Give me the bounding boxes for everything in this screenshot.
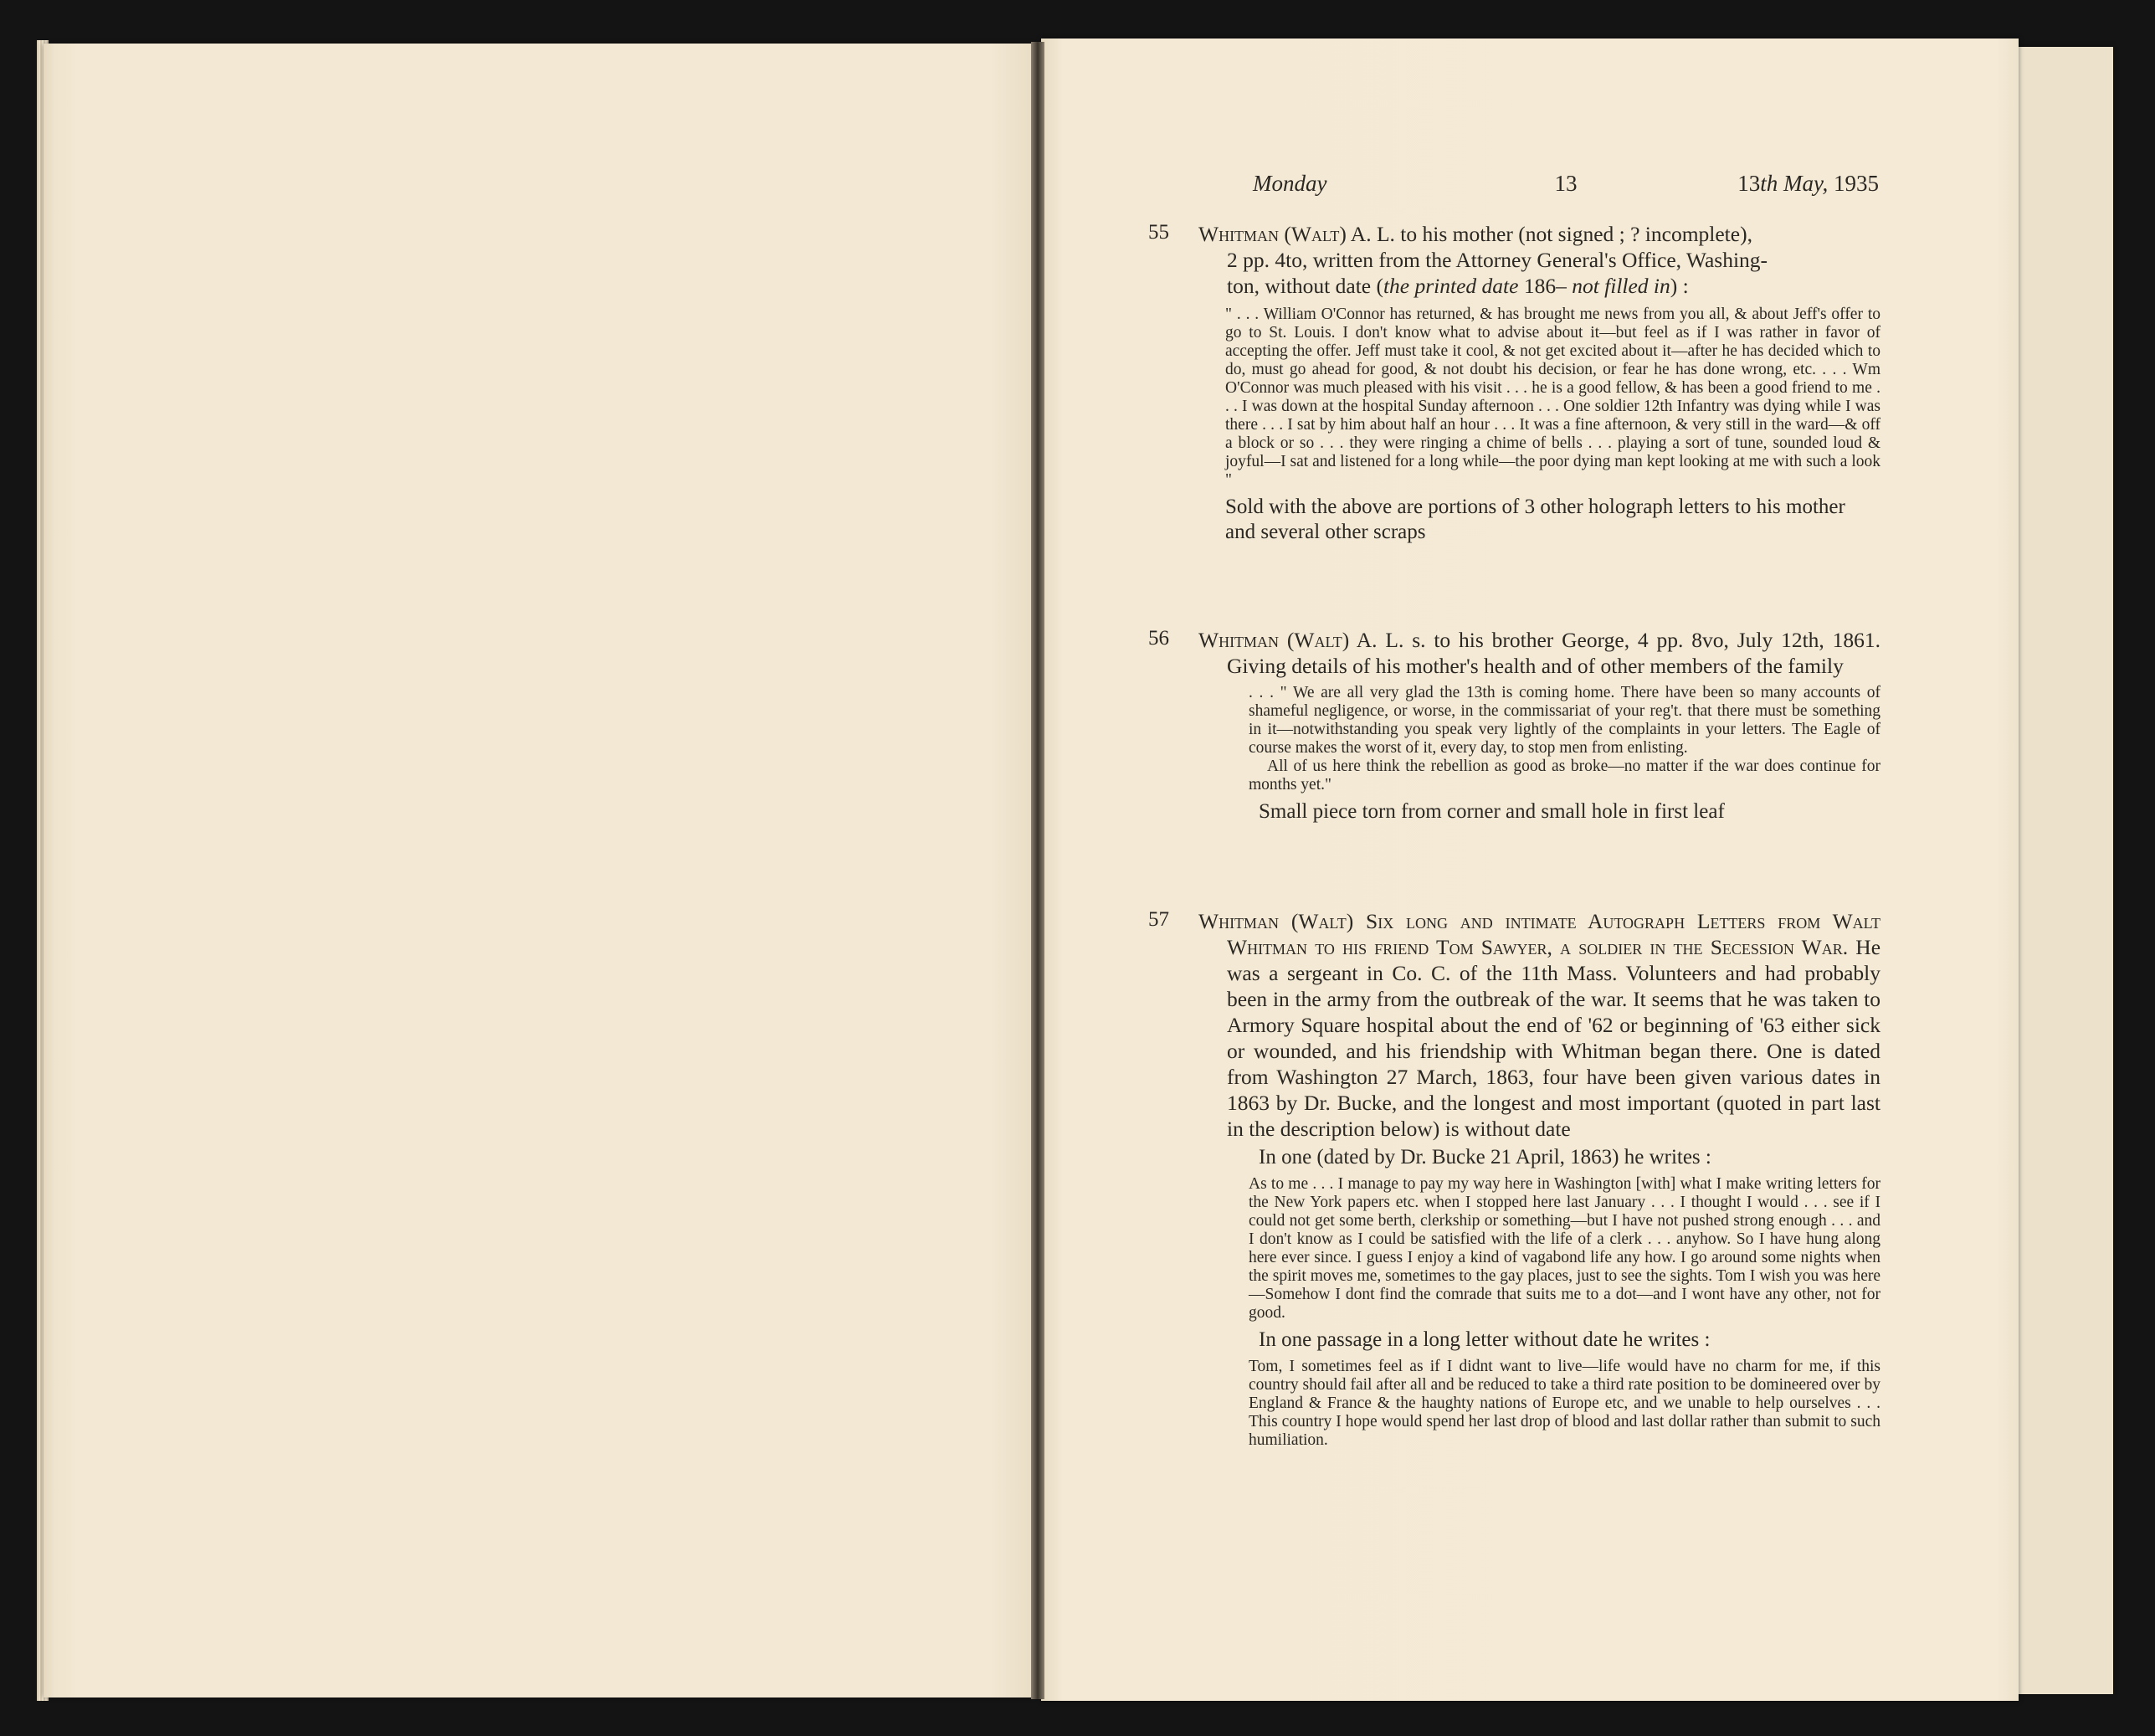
heading-italic: the printed date (1383, 274, 1519, 298)
lot-author: Whitman (Walt) (1198, 222, 1347, 246)
lot-quote: As to me . . . I manage to pay my way here in Washington [with] what I make writing letters for the New York papers etc. when I stopped here last January . . . I thought I would . . . see if I could not get some berth, clerkship or something—but I have not pushed strong enough . . . and I don't know as I could be satisfied with the life of a clerk . . . anyhow. So I have hung along here ever since. I guess I enjoy a kind of vagabond life any how. I go around some nights when the spirit moves me, sometimes to the gay places, just to see the sights. Tom I wish you was here—Somehow I dont find the comrade that suits me to a dot—and I wont have any other, not for good. (1249, 1175, 1880, 1322)
lot-note: Small piece torn from corner and small hole in first leaf (1259, 800, 1725, 823)
lot-intro: In one (dated by Dr. Bucke 21 April, 1863) he writes : (1259, 1146, 1711, 1168)
lot-heading (1198, 908, 1880, 1142)
lot-number: 55 (1148, 221, 1169, 244)
book-gutter (1031, 42, 1044, 1699)
lot-quote: " . . . William O'Connor has returned, & has brought me news from you all, & about Jeff's offer to go to St. Louis. I don't know what to advise about it—but feel as if I was rather in favor of accepting the offer. Jeff must take it cool, & not get excited about it—after he has decided which to do, must go ahead for good, & not doubt his decision, or fear he has done wrong, etc. . . . Wm O'Connor was much pleased with his visit . . . he is a good fellow, & has been a good friend to me . . . I was down at the hospital Sunday afternoon . . . One soldier 12th Infantry was dying while I was there . . . I sat by him about half an hour . . . It was a fine afternoon, & very still in the ward—& off a block or so . . . they were ringing a chime of bells . . . playing a sort of tune, sounded loud & joyful—I sat and listened for a long while—the poor dying man kept looking at me with such a look " (1225, 306, 1880, 489)
lot-heading-text: A. L. s. to his brother George, 4 pp. 8vo, July 12th, 1861. Giving details of his mother's health and of other members of the family (1227, 628, 1880, 678)
lot-heading (1198, 221, 1880, 299)
lot-57 (1148, 908, 1880, 1450)
lot-quote: Tom, I sometimes feel as if I didnt want to live—life would have no charm for me, if this country should fail after all and be reduced to take a third rate position to be domineered over by England & France & the haughty nations of Europe etc, and we unable to help ourselves . . . This country I hope would spend her last drop of blood and last dollar rather than submit to such humiliation. (1249, 1358, 1880, 1449)
lot-author: Whitman (Walt) (1198, 909, 1354, 933)
lot-intro: In one passage in a long letter without date he writes : (1259, 1328, 1711, 1351)
date-day: 13 (1737, 171, 1761, 196)
lot-heading-caps: Six long and intimate Autograph Letters from Walt Whitman to his friend Tom Sawyer, a soldier in the Secession War. (1227, 909, 1880, 959)
running-head (1253, 171, 1879, 204)
lot-author: Whitman (Walt) (1198, 628, 1350, 652)
lot-55 (1148, 221, 1880, 545)
heading-part: ton, without date ( (1227, 274, 1383, 298)
lot-56 (1148, 627, 1880, 824)
page-number: 13 (1554, 171, 1578, 196)
lot-quote-continued: All of us here think the rebellion as good as broke—no matter if the war does continue for months yet." (1249, 758, 1880, 794)
date-year: 1935 (1834, 171, 1879, 196)
lot-quote: . . . " We are all very glad the 13th is coming home. There have been so many accounts of shameful negligence, or worse, in the commissariat of your reg't. that there must be something in it—notwithstanding you speak very lightly of the complaints in your letters. The Eagle of course makes the worst of it, every day, to stop men from enlisting. (1249, 684, 1880, 757)
lot-heading-line1: A. L. to his mother (not signed ; ? incomplete), (1350, 222, 1752, 246)
date-month: th May, (1760, 171, 1829, 196)
lot-heading (1198, 627, 1880, 679)
heading-part: ) : (1670, 274, 1689, 298)
left-page-blank (44, 44, 1034, 1697)
lot-heading-line3 (1198, 273, 1880, 299)
lot-heading-text: He was a sergeant in Co. C. of the 11th Mass. Volunteers and had probably been in the army from the outbreak of the war. It seems that he was taken to Armory Square hospital about the end of '62 or beginning of '63 either sick or wounded, and his friendship with Whitman began there. One is dated from Washington 27 March, 1863, four have been given various dates in 1863 by Dr. Bucke, and the longest and most important (quoted in part last in the description below) is without date (1227, 935, 1881, 1141)
heading-part: 186– (1518, 274, 1573, 298)
lot-number: 56 (1148, 627, 1169, 650)
running-head-date (1737, 171, 1879, 197)
running-head-day: Monday (1253, 171, 1327, 196)
heading-italic: not filled in (1572, 274, 1670, 298)
lot-note: Sold with the above are portions of 3 other holograph letters to his mother and several other scraps (1225, 496, 1845, 543)
lot-heading-line2: 2 pp. 4to, written from the Attorney General's Office, Washing- (1227, 248, 1768, 272)
lot-number: 57 (1148, 908, 1169, 931)
